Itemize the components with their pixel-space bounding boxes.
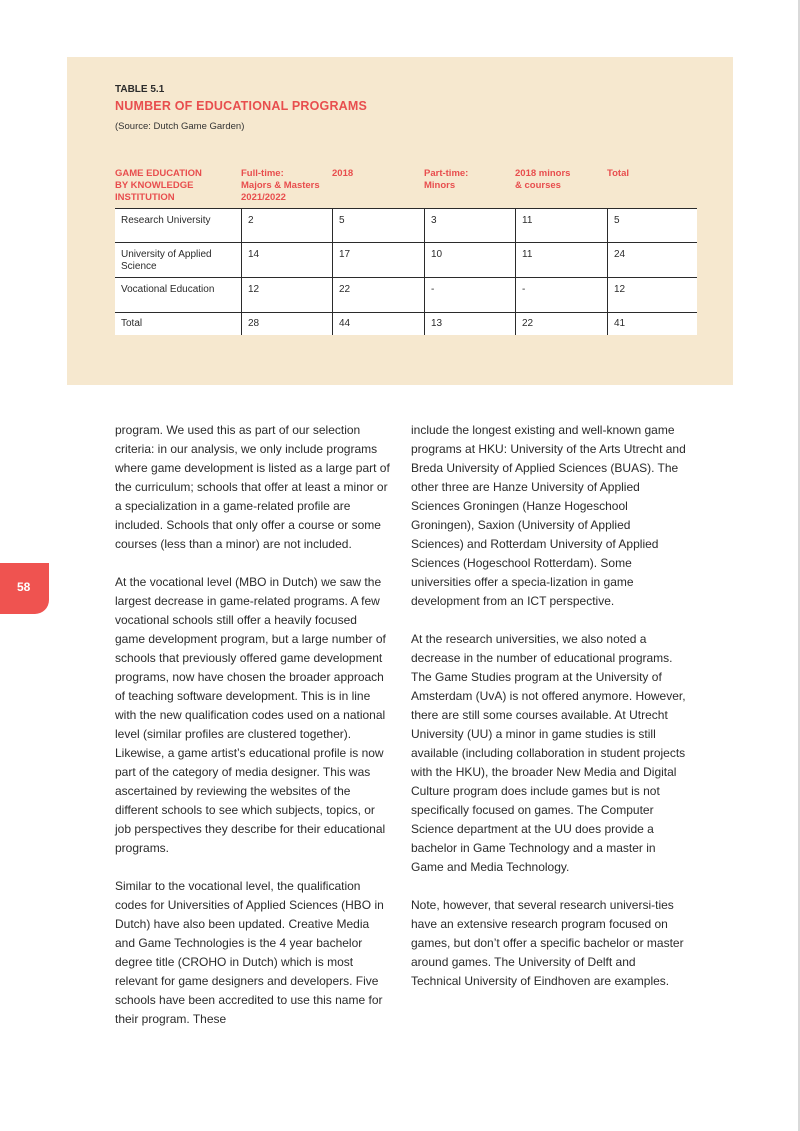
header-parttime: Part-time: Minors — [424, 168, 469, 191]
table-body — [115, 209, 697, 335]
paragraph: program. We used this as part of our selection criteria: in our analysis, we only include programs where game development is listed as a large part of the curriculum; schools that offer at least a minor or a specialization in a game-related profile are included. Schools that only offer a course or some courses (less than a minor) are not included. — [115, 423, 390, 551]
cell-institution: Total — [121, 318, 143, 329]
cell-value: 22 — [515, 313, 607, 335]
table-title: NUMBER OF EDUCATIONAL PROGRAMS — [115, 99, 368, 113]
table-label: TABLE 5.1 — [115, 84, 165, 95]
paragraph: Similar to the vocational level, the qualification codes for Universities of Applied Sciences (HBO in Dutch) have also been updated. Creative Media and Game Technologies is the 4 year bachelor degree title (CROHO in Dutch) which is most relevant for game designers and developers. Five schools have been accredited to use this name for their program. These — [115, 879, 384, 1026]
cell-value: - — [424, 278, 515, 312]
table-row — [115, 209, 697, 243]
table-row — [115, 278, 697, 313]
table-row — [115, 243, 697, 278]
cell-value: - — [515, 278, 607, 312]
paragraph: At the research universities, we also noted a decrease in the number of educational programs. The Game Studies program at the University of Amsterdam (UvA) is not offered anymore. However, there are still some courses available. At Utrecht University (UU) a minor in game studies is still available (including collaboration in student projects with the HKU), the broader New Media and Digital Culture program does include games but is not specifically focused on games. The Computer Science department at the UU does provide a bachelor in Game Technology and a master in Game and Media Technology. — [411, 632, 686, 874]
cell-value: 44 — [332, 313, 424, 335]
cell-institution: University of Applied Science — [121, 249, 212, 272]
table-panel — [67, 57, 733, 385]
cell-institution: Vocational Education — [121, 284, 215, 295]
cell-institution: Research University — [121, 215, 211, 226]
body-column-left — [115, 421, 390, 1048]
cell-value: 11 — [515, 243, 607, 277]
table-source: (Source: Dutch Game Garden) — [115, 121, 245, 132]
header-total: Total — [607, 168, 629, 179]
table-header — [115, 168, 697, 204]
cell-value: 13 — [424, 313, 515, 335]
header-2018: 2018 — [332, 168, 354, 179]
cell-value: 3 — [424, 209, 515, 242]
cell-value: 28 — [241, 313, 332, 335]
paragraph: At the vocational level (MBO in Dutch) we saw the largest decrease in game-related programs. A few vocational schools still offer a heavily focused game development program, but a large number of schools that previously offered game development programs, now have chosen the broader approach of teaching software development. This is in line with the new qualification codes used on a national level (similar profiles are clustered together). Likewise, a game artist’s educational profile is now part of the category of media designer. This was ascertained by reviewing the websites of the different schools to see which subjects, topics, or job perspectives they describe for their educational programs. — [115, 575, 386, 855]
cell-value: 2 — [241, 209, 332, 242]
header-2018-minors: 2018 minors & courses — [515, 168, 571, 191]
cell-value: 10 — [424, 243, 515, 277]
cell-value: 41 — [607, 313, 697, 335]
page-number: 58 — [17, 580, 31, 594]
header-fulltime: Full-time: Majors & Masters 2021/2022 — [241, 168, 320, 203]
paragraph: Note, however, that several research universi-ties have an extensive research program focused on games, but don’t offer a specific bachelor or master around games. The University of Delft and Technical University of Eindhoven are examples. — [411, 898, 684, 988]
cell-value: 14 — [241, 243, 332, 277]
cell-value: 5 — [332, 209, 424, 242]
cell-value: 12 — [607, 278, 697, 312]
cell-value: 22 — [332, 278, 424, 312]
paragraph: include the longest existing and well-known game programs at HKU: University of the Arts Utrecht and Breda University of Applied Sciences (BUAS). The other three are Hanze University of Applied Sciences Groningen (Hanze Hogeschool Groningen), Saxion (University of Applied Sciences) and Rotterdam University of Applied Sciences (Hogeschool Rotterdam). Some universities offer a specia-lization in game development from an ICT perspective. — [411, 423, 686, 608]
page-number-tab — [0, 563, 49, 614]
table-row-total — [115, 313, 697, 335]
cell-value: 11 — [515, 209, 607, 242]
body-column-right — [411, 421, 686, 1010]
header-institution: GAME EDUCATION BY KNOWLEDGE INSTITUTION — [115, 168, 202, 203]
cell-value: 17 — [332, 243, 424, 277]
cell-value: 5 — [607, 209, 697, 242]
cell-value: 12 — [241, 278, 332, 312]
cell-value: 24 — [607, 243, 697, 277]
